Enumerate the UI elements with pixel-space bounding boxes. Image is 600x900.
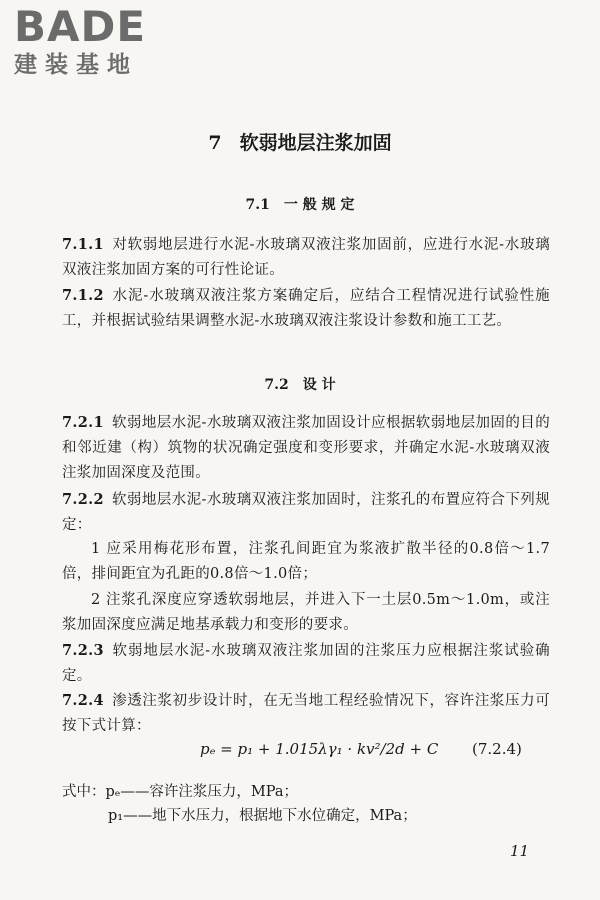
clause-7-1-1 (62, 232, 550, 283)
formula-expression: pₑ = p₁ + 1.015λγ₁ · kv²/2d + C (200, 740, 439, 758)
clause-7-1-2 (62, 283, 550, 334)
logo-subtitle: 建装基地 (14, 52, 138, 78)
formula-number: (7.2.4) (472, 740, 522, 758)
list-item-text: 2 注浆孔深度应穿透软弱地层，并进入下一土层0.5m～1.0m，或注浆加固深度应满足地基承载力和变形的要求。 (62, 592, 550, 633)
clause-number: 7.1.1 (62, 236, 104, 253)
clause-7-2-2 (62, 487, 550, 538)
clause-text: 渗透注浆初步设计时，在无当地工程经验情况下，容许注浆压力可按下式计算： (62, 693, 550, 734)
logo-mark: BADE (14, 2, 147, 51)
where-symbol: 式中：pₑ (62, 784, 121, 800)
where-symbol: p₁ (108, 808, 124, 824)
clause-number: 7.2.3 (62, 642, 104, 659)
where-row (62, 804, 550, 828)
where-text: ——容许注浆压力，MPa； (120, 784, 299, 800)
page-number: 11 (510, 842, 530, 860)
where-text: ——地下水压力，根据地下水位确定，MPa； (123, 808, 417, 824)
chapter-title-text: 软弱地层注浆加固 (239, 132, 392, 154)
section-heading-7-2 (0, 374, 600, 394)
where-clause (62, 780, 550, 828)
clause-text: 软弱地层水泥-水玻璃双液注浆加固时，注浆孔的布置应符合下列规定： (62, 492, 550, 533)
clause-7-2-1 (62, 410, 550, 486)
list-item-2 (62, 588, 550, 638)
bade-logo (14, 4, 146, 80)
clause-7-2-3 (62, 638, 550, 689)
clause-number: 7.1.2 (62, 287, 104, 304)
chapter-number: 7 (208, 132, 222, 154)
clause-7-2-4 (62, 688, 550, 739)
clause-number: 7.2.1 (62, 414, 104, 431)
section-title: 一 般 规 定 (283, 197, 355, 213)
section-number: 7.1 (245, 197, 270, 213)
list-item-1 (62, 537, 550, 587)
clause-number: 7.2.4 (62, 692, 104, 709)
section-heading-7-1 (0, 194, 600, 214)
clause-text: 软弱地层水泥-水玻璃双液注浆加固的注浆压力应根据注浆试验确定。 (62, 643, 550, 684)
clause-text: 水泥-水玻璃双液注浆方案确定后，应结合工程情况进行试验性施工，并根据试验结果调整水泥-水玻璃双液注浆设计参数和施工工艺。 (62, 288, 550, 329)
section-title: 设 计 (302, 377, 336, 393)
clause-text: 对软弱地层进行水泥-水玻璃双液注浆加固前，应进行水泥-水玻璃双液注浆加固方案的可行性论证。 (62, 237, 550, 278)
where-row (62, 780, 550, 804)
section-number: 7.2 (264, 377, 289, 393)
list-item-text: 1 应采用梅花形布置，注浆孔间距宜为浆液扩散半径的0.8倍～1.7倍，排间距宜为孔距的0.8倍～1.0倍； (62, 541, 550, 582)
clause-text: 软弱地层水泥-水玻璃双液注浆加固设计应根据软弱地层加固的目的和邻近建（构）筑物的状况确定强度和变形要求，并确定水泥-水玻璃双液注浆加固深度及范围。 (62, 415, 550, 481)
chapter-title (0, 128, 600, 155)
clause-number: 7.2.2 (62, 491, 104, 508)
